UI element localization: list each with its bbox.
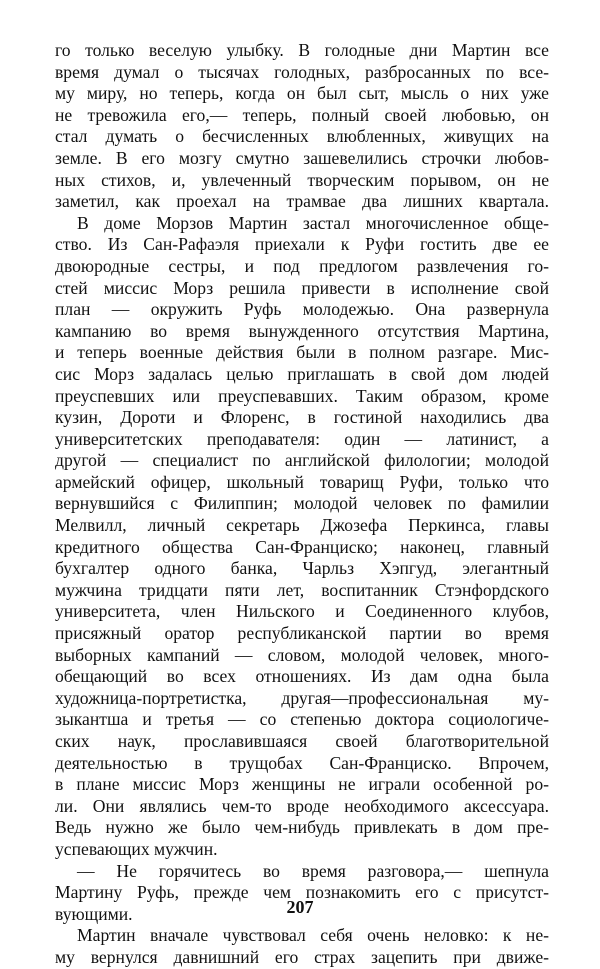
text-line: в плане миссис Морз женщины не играли особенной ро-	[55, 774, 549, 795]
text-line: ных стихов, и, увлеченный творческим порывом, он не	[55, 169, 549, 190]
text-line: план — окружить Руфь молодежью. Она развернула	[55, 299, 549, 320]
text-line: му миру, но теперь, когда он был сыт, мысль о них уже	[55, 83, 549, 104]
text-line: преуспевших или преуспевавших. Таким образом, кроме	[55, 385, 549, 406]
text-line: успевающих мужчин.	[55, 838, 218, 859]
text-line: стей миссис Морз решила привести в исполнение свой	[55, 277, 549, 298]
page-body	[55, 40, 549, 969]
text-line: ство. Из Сан-Рафаэля приехали к Руфи гостить две ее	[55, 234, 549, 255]
text-line: стал думать о бесчисленных влюбленных, живущих на	[55, 126, 549, 147]
text-line: художница-портретистка, другая—профессиональная му-	[55, 687, 549, 708]
page-number: 207	[286, 897, 314, 917]
text-line: вующими.	[55, 903, 133, 924]
text-line: го только веселую улыбку. В голодные дни Мартин все	[55, 40, 549, 60]
text-line: мужчина тридцати пяти лет, воспитанник Стэнфордского	[55, 579, 549, 600]
paragraph	[55, 213, 549, 861]
text-line: двоюродные сестры, и под предлогом развлечения го-	[55, 255, 549, 276]
paragraph	[55, 40, 549, 213]
text-line: Мартину Руфь, прежде чем познакомить его с присутст-	[55, 882, 549, 903]
text-line: заметил, как проехал на трамвае два лишних квартала.	[55, 191, 549, 212]
text-line: время думал о тысячах голодных, разбросанных по все-	[55, 61, 549, 82]
text-line: — Не горячитесь во время разговора,— шепнула	[77, 860, 549, 881]
text-line: университетских преподавателя: один — латинист, а	[55, 428, 549, 449]
text-line: присяжный оратор республиканской партии во время	[55, 623, 549, 644]
text-line: и теперь военные действия были в полном разгаре. Мис-	[55, 342, 549, 363]
text-line: зыкантша и третья — со степенью доктора социологиче-	[55, 709, 549, 730]
text-line: деятельностью в трущобах Сан-Франциско. Впрочем,	[55, 752, 549, 773]
text-line: кредитного общества Сан-Франциско; наконец, главный	[55, 536, 549, 557]
text-line: земле. В его мозгу смутно зашевелились строчки любов-	[55, 147, 549, 168]
text-line: бухгалтер одного банка, Чарльз Хэпгуд, элегантный	[55, 558, 549, 579]
text-line: В доме Морзов Мартин застал многочисленное обще-	[77, 212, 549, 233]
text-line: другой — специалист по английской филологии; молодой	[55, 450, 549, 471]
text-line: кампанию во время вынужденного отсутствия Мартина,	[55, 320, 549, 341]
text-line: армейский офицер, школьный товарищ Руфи, только что	[55, 471, 549, 492]
text-line: Мартин вначале чувствовал себя очень неловко: к не-	[77, 925, 549, 946]
text-line: кузин, Дороти и Флоренс, в гостиной находились два	[55, 407, 549, 428]
paragraph	[55, 925, 549, 968]
text-line: Мелвилл, личный секретарь Джозефа Перкинса, главы	[55, 515, 549, 536]
text-line: выборных кампаний — словом, молодой человек, много-	[55, 644, 549, 665]
text-line: не тревожила его,— теперь, полный своей любовью, он	[55, 104, 549, 125]
text-line: ских наук, прославившаяся своей благотворительной	[55, 731, 549, 751]
text-line: вернувшийся с Филиппин; молодой человек по фамилии	[55, 493, 549, 514]
text-line: сис Морз задалась целью приглашать в свой дом людей	[55, 363, 549, 384]
text-line: му вернулся давнишний его страх зацепить при движе-	[55, 946, 549, 967]
text-line: университета, член Нильского и Соединенного клубов,	[55, 601, 549, 622]
text-line: Ведь нужно же было чем-нибудь привлекать в дом пре-	[55, 817, 549, 838]
text-line: ли. Они являлись чем-то вроде необходимого аксессуара.	[55, 795, 549, 816]
text-line: обещающий во всех отношениях. Из дам одна была	[55, 666, 549, 687]
